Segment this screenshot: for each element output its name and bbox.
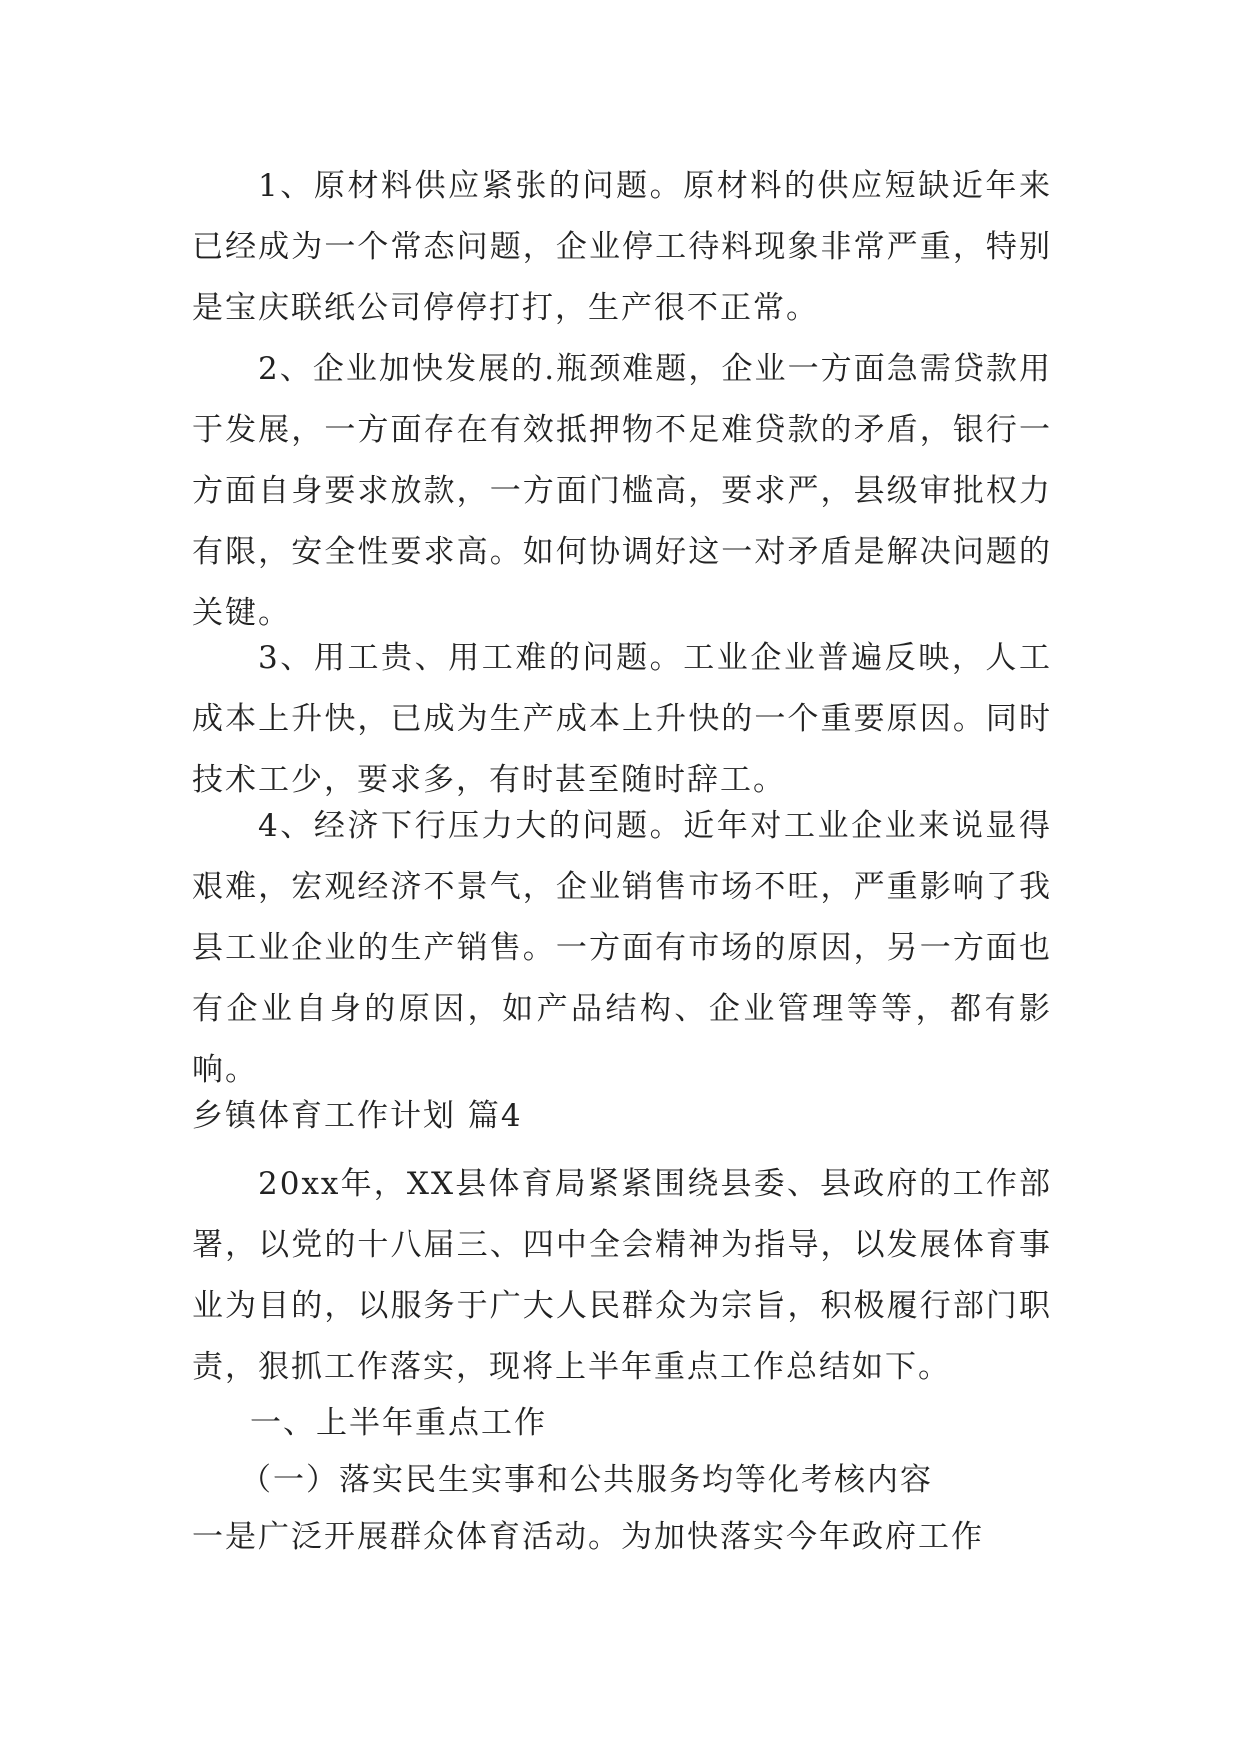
paragraph-labor-cost: 3、用工贵、用工难的问题。工业企业普遍反映，人工成本上升快，已成为生产成本上升快的一个重要原因。同时技术工少，要求多，有时甚至随时辞工。	[192, 640, 1052, 798]
paragraph-bottleneck: 2、企业加快发展的.瓶颈难题，企业一方面急需贷款用于发展，一方面存在有效抵押物不足难贷款的矛盾，银行一方面自身要求放款，一方面门槛高，要求严，县级审批权力有限，安全性要求高。如何协调好这一对矛盾是解决问题的关键。	[192, 351, 1052, 631]
section-title: 一、上半年重点工作	[250, 1405, 547, 1441]
paragraph-economic-pressure: 4、经济下行压力大的问题。近年对工业企业来说显得艰难，宏观经济不景气，企业销售市场不旺，严重影响了我县工业企业的生产销售。一方面有市场的原因，另一方面也有企业自身的原因，如产品结构、企业管理等等，都有影响。	[192, 808, 1052, 1088]
paragraph-intro: 20xx年，XX县体育局紧紧围绕县委、县政府的工作部署，以党的十八届三、四中全会精神为指导，以发展体育事业为目的，以服务于广大人民群众为宗旨，积极履行部门职责，狠抓工作落实，现将上半年重点工作总结如下。	[192, 1166, 1052, 1385]
subsection-title: （一）落实民生实事和公共服务均等化考核内容	[240, 1462, 933, 1498]
paragraph-raw-material: 1、原材料供应紧张的问题。原材料的供应短缺近年来已经成为一个常态问题，企业停工待料现象非常严重，特别是宝庆联纸公司停停打打，生产很不正常。	[192, 168, 1052, 326]
section-heading: 乡镇体育工作计划 篇4	[192, 1098, 523, 1134]
paragraph-last-line: 一是广泛开展群众体育活动。为加快落实今年政府工作	[192, 1519, 984, 1555]
